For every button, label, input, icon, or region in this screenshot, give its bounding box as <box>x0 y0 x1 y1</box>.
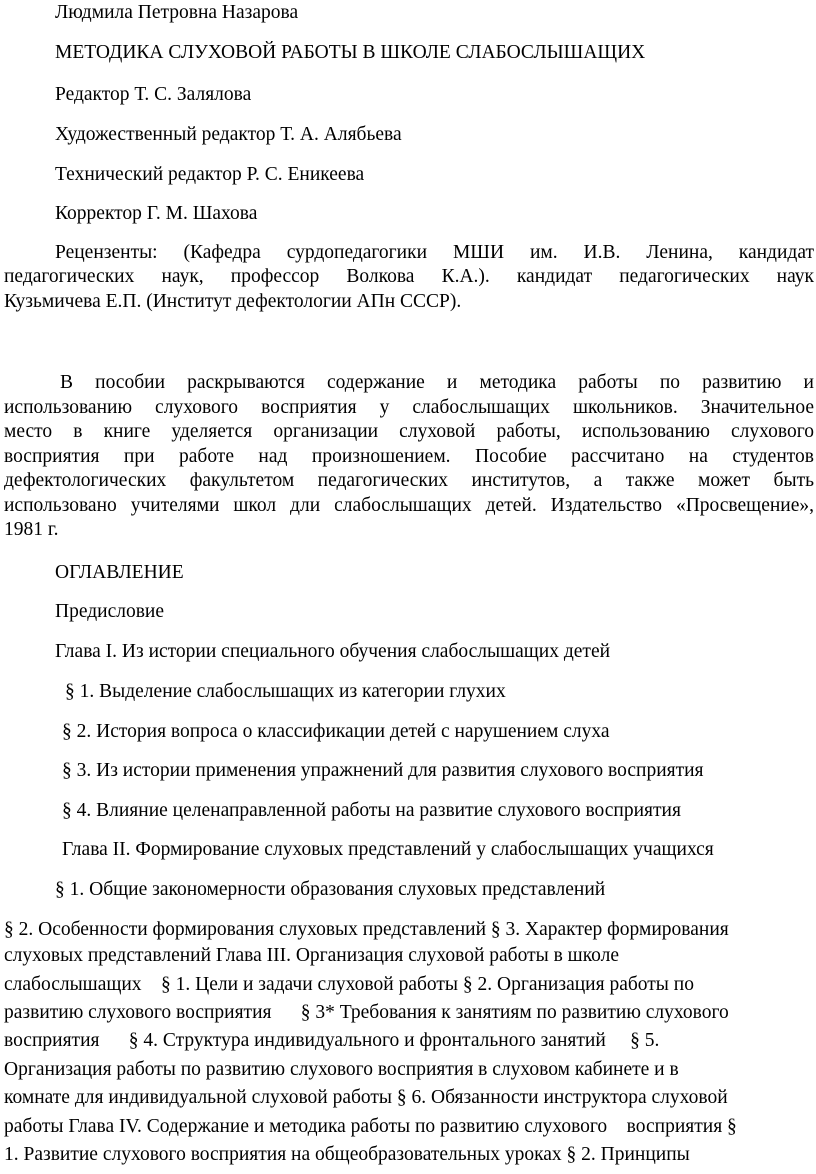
toc-run-on-line: работы Глава IV. Содержание и методика работы по развитию слухового восприятия § <box>4 1116 737 1137</box>
editor-credit: Редактор Т. С. Залялова <box>55 84 252 105</box>
toc-item: § 1. Выделение слабослышащих из категории глухих <box>65 681 506 702</box>
toc-run-on-line: слуховых представлений Глава III. Организация слуховой работы в школе <box>4 945 620 966</box>
abstract-line: использованию слухового восприятия у слабослышащих школьников. Значительное <box>4 397 814 418</box>
toc-item: Глава I. Из истории специального обучения слабослышащих детей <box>55 641 611 662</box>
corrector-credit: Корректор Г. М. Шахова <box>55 203 258 224</box>
toc-item: Глава II. Формирование слуховых представлений у слабослышащих учащихся <box>62 839 714 860</box>
abstract-line: В пособии раскрываются содержание и методика работы по развитию и <box>60 372 814 393</box>
toc-item: Предисловие <box>55 601 165 622</box>
toc-run-on-line: слабослышащих § 1. Цели и задачи слуховой работы § 2. Организация работы по <box>4 974 694 995</box>
toc-item: § 4. Влияние целенаправленной работы на развитие слухового восприятия <box>62 800 681 821</box>
reviewers-line: Кузьмичева Е.П. (Институт дефектологии АПн СССР). <box>4 291 462 312</box>
toc-run-on-line: 1. Развитие слухового восприятия на общеобразовательных уроках § 2. Принципы <box>4 1144 690 1165</box>
author-name: Людмила Петровна Назарова <box>55 2 299 23</box>
reviewers-line: Рецензенты: (Кафедра сурдопедагогики МШИ им. И.В. Ленина, кандидат <box>55 242 814 263</box>
reviewers-line: педагогических наук, профессор Волкова К.А.). кандидат педагогических наук <box>4 266 814 287</box>
abstract-line: дефектологических факультетом педагогических институтов, а также может быть <box>4 470 814 491</box>
abstract-line: восприятия при работе над произношением. Пособие рассчитано на студентов <box>4 446 814 467</box>
tech-editor-credit: Технический редактор Р. С. Еникеева <box>55 164 365 185</box>
abstract-line: место в книге уделяется организации слуховой работы, использованию слухового <box>4 421 814 442</box>
toc-run-on-line: восприятия § 4. Структура индивидуального и фронтального занятий § 5. <box>4 1030 660 1051</box>
toc-item: § 3. Из истории применения упражнений для развития слухового восприятия <box>62 760 704 781</box>
abstract-line: 1981 г. <box>4 519 59 540</box>
abstract-line: использовано учителями школ дли слабослышащих детей. Издательство «Просвещение», <box>4 495 814 516</box>
toc-run-on-line: развитию слухового восприятия § 3* Требования к занятиям по развитию слухового <box>4 1002 729 1023</box>
toc-heading: ОГЛАВЛЕНИЕ <box>55 562 184 583</box>
toc-run-on-line: § 2. Особенности формирования слуховых представлений § 3. Характер формирования <box>4 919 729 940</box>
book-title: МЕТОДИКА СЛУХОВОЙ РАБОТЫ В ШКОЛЕ СЛАБОСЛЫШАЩИХ <box>55 42 646 63</box>
toc-item: § 2. История вопроса о классификации детей с нарушением слуха <box>62 721 610 742</box>
toc-run-on-line: Организация работы по развитию слухового восприятия в слуховом кабинете и в <box>4 1059 679 1080</box>
art-editor-credit: Художественный редактор Т. А. Алябьева <box>55 124 402 145</box>
toc-item: § 1. Общие закономерности образования слуховых представлений <box>55 879 606 900</box>
toc-run-on-line: комнате для индивидуальной слуховой работы § 6. Обязанности инструктора слуховой <box>4 1087 728 1108</box>
